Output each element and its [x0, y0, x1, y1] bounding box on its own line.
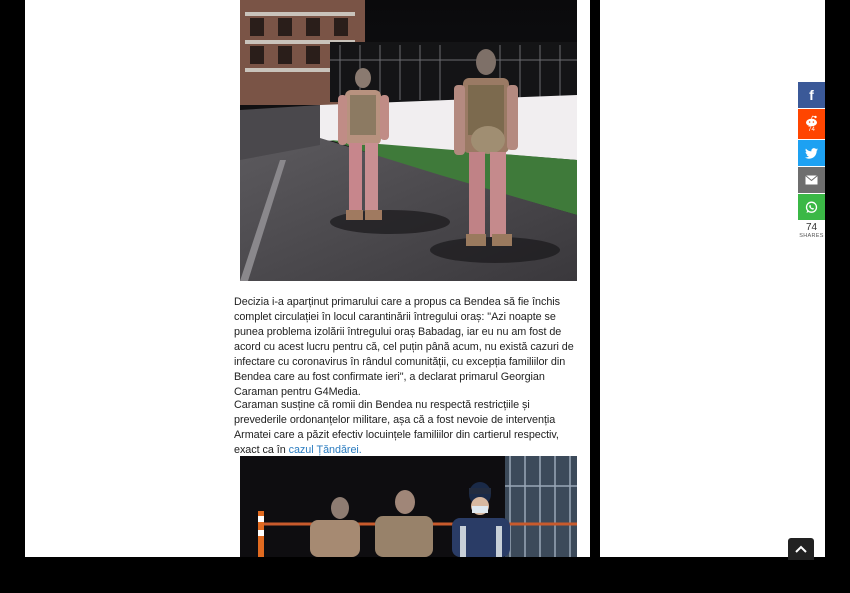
scroll-to-top-button[interactable] — [788, 538, 814, 560]
share-total — [798, 221, 825, 239]
sidebar-gutter — [590, 0, 600, 557]
twitter-share-button[interactable] — [798, 140, 825, 166]
twitter-icon — [805, 148, 818, 159]
article-link-tandarei[interactable]: cazul Țăndărei. — [288, 444, 362, 456]
chevron-up-icon — [795, 545, 807, 553]
share-total-label: SHARES — [799, 233, 824, 239]
facebook-icon: f — [809, 87, 814, 103]
social-share-bar — [798, 82, 825, 239]
reddit-icon — [805, 115, 818, 127]
bottom-band — [0, 557, 850, 593]
reddit-share-button[interactable] — [798, 109, 825, 139]
article-paragraph: Decizia i-a aparținut primarului care a propus ca Bendea să fie închis complet circulației în locul carantinării întregului oraș: "Azi noapte se punea problema izolării întregului oraș Babadag, iar eu nu am fost de acord cu acest lucru pentru că, cel puțin până acum, nu există cazuri de infectare cu coronavirus în rândul comunității, cu excepția familiilor din Bendea care au fost confirmate ieri", a declarat primarul Georgian Caraman pentru G4Media. — [234, 296, 574, 398]
share-total-count: 74 — [805, 222, 818, 233]
whatsapp-share-button[interactable] — [798, 194, 825, 220]
email-share-button[interactable] — [798, 167, 825, 193]
article-photo-soldiers — [240, 0, 577, 281]
email-icon — [805, 175, 818, 185]
article-photo-checkpoint — [240, 456, 577, 557]
article-paragraph-text: Caraman susține că romii din Bendea nu respectă restricțiile și prevederile ordonanțelor militare, așa că a fost nevoie de intervenția Armatei care a păzit efectiv locuințele familiilor din cartierul respectiv, exact ca în — [234, 399, 559, 456]
reddit-share-count: 74 — [808, 126, 815, 133]
article-paragraph — [234, 398, 584, 458]
facebook-share-button[interactable] — [798, 82, 825, 108]
whatsapp-icon — [805, 201, 818, 214]
